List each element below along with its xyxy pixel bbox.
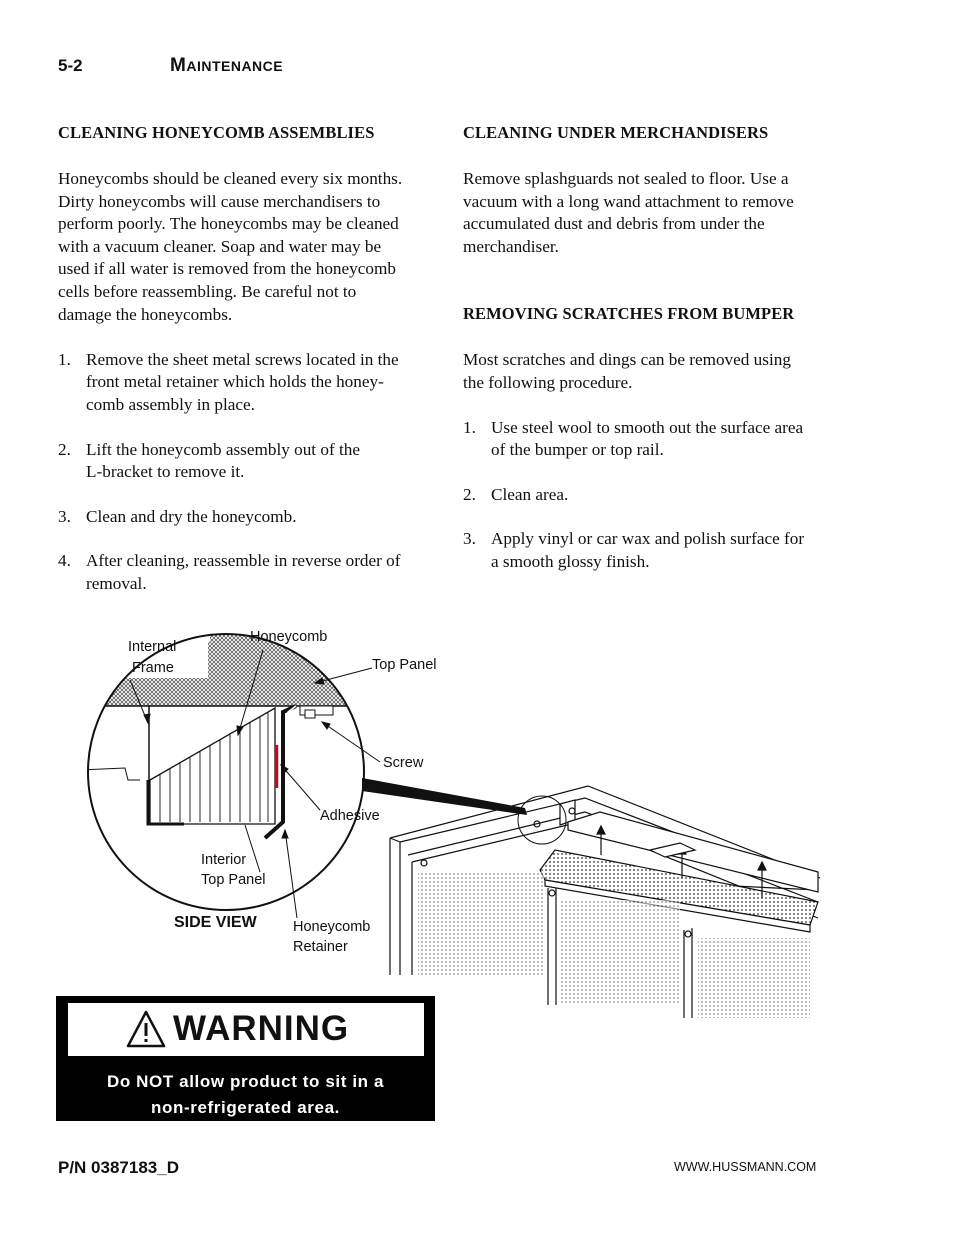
para-line: the following procedure. bbox=[463, 372, 633, 392]
para-line: vacuum with a long wand attachment to remove bbox=[463, 191, 794, 211]
label-internal: Internal bbox=[128, 639, 177, 655]
warning-title: WARNING bbox=[173, 1009, 350, 1048]
section-title-rest: AINTENANCE bbox=[186, 58, 284, 74]
step-number: 4. bbox=[58, 551, 71, 571]
label-screw: Screw bbox=[383, 755, 424, 771]
step-line: front metal retainer which holds the honey- bbox=[86, 372, 384, 392]
intro-line: perform poorly. The honeycombs may be cleaned bbox=[58, 214, 399, 234]
honeycomb-heading: CLEANING HONEYCOMB ASSEMBLIES bbox=[58, 123, 375, 142]
step-line: L-bracket to remove it. bbox=[86, 462, 245, 482]
step-line: Clean area. bbox=[491, 484, 569, 504]
step-number: 3. bbox=[58, 506, 71, 526]
label-honeycomb: Honeycomb bbox=[250, 629, 328, 645]
website: WWW.HUSSMANN.COM bbox=[674, 1160, 817, 1174]
step-line: Clean and dry the honeycomb. bbox=[86, 506, 297, 526]
label-interior-top-panel: Top Panel bbox=[201, 872, 266, 888]
warning-box bbox=[56, 996, 435, 1121]
warning-message-line-1: Do NOT allow product to sit in a bbox=[106, 1072, 385, 1091]
step-number: 1. bbox=[58, 349, 71, 369]
bumper-heading: REMOVING SCRATCHES FROM BUMPER bbox=[463, 304, 795, 324]
section-title-initial: M bbox=[170, 55, 187, 76]
step-line: Apply vinyl or car wax and polish surface for bbox=[491, 529, 805, 549]
label-top-panel: Top Panel bbox=[372, 657, 437, 673]
label-side-view: SIDE VIEW bbox=[174, 914, 257, 931]
step-line: Lift the honeycomb assembly out of the bbox=[86, 439, 360, 459]
intro-line: damage the honeycombs. bbox=[58, 304, 233, 324]
warning-message-line-2: non-refrigerated area. bbox=[151, 1098, 340, 1117]
intro-line: cells before reassembling. Be careful not to bbox=[58, 281, 357, 301]
para-line: accumulated dust and debris from under the bbox=[463, 214, 765, 234]
para-line: Most scratches and dings can be removed using bbox=[463, 350, 791, 370]
label-retainer-1: Honeycomb bbox=[293, 919, 371, 935]
page-number: 5-2 bbox=[58, 56, 83, 75]
step-line: After cleaning, reassemble in reverse order of bbox=[86, 551, 401, 571]
step-number: 2. bbox=[463, 484, 476, 504]
step-line: of the bumper or top rail. bbox=[491, 440, 664, 460]
step-line: removal. bbox=[86, 573, 147, 593]
label-adhesive: Adhesive bbox=[320, 808, 380, 824]
para-line: Remove splashguards not sealed to floor. Use a bbox=[463, 169, 789, 188]
intro-line: Honeycombs should be cleaned every six months. bbox=[58, 169, 403, 188]
label-retainer-2: Retainer bbox=[293, 939, 348, 955]
intro-line: used if all water is removed from the honeycomb bbox=[58, 259, 396, 279]
label-interior: Interior bbox=[201, 852, 247, 868]
part-number: P/N 0387183_D bbox=[58, 1158, 179, 1177]
intro-line: Dirty honeycombs will cause merchandisers to bbox=[58, 191, 381, 211]
step-line: comb assembly in place. bbox=[86, 394, 255, 414]
under-merchandisers-heading: CLEANING UNDER MERCHANDISERS bbox=[463, 123, 769, 142]
step-line: Remove the sheet metal screws located in the bbox=[86, 349, 399, 369]
step-number: 3. bbox=[463, 529, 476, 549]
step-line: Use steel wool to smooth out the surface area bbox=[491, 417, 804, 437]
label-frame: Frame bbox=[132, 660, 174, 676]
step-line: a smooth glossy finish. bbox=[491, 551, 650, 571]
warning-header bbox=[67, 1002, 425, 1057]
warning-triangle-icon bbox=[126, 1009, 166, 1049]
para-line: merchandiser. bbox=[463, 236, 559, 256]
step-number: 1. bbox=[463, 417, 476, 437]
step-number: 2. bbox=[58, 439, 71, 459]
intro-line: with a vacuum cleaner. Soap and water may be bbox=[58, 236, 382, 256]
